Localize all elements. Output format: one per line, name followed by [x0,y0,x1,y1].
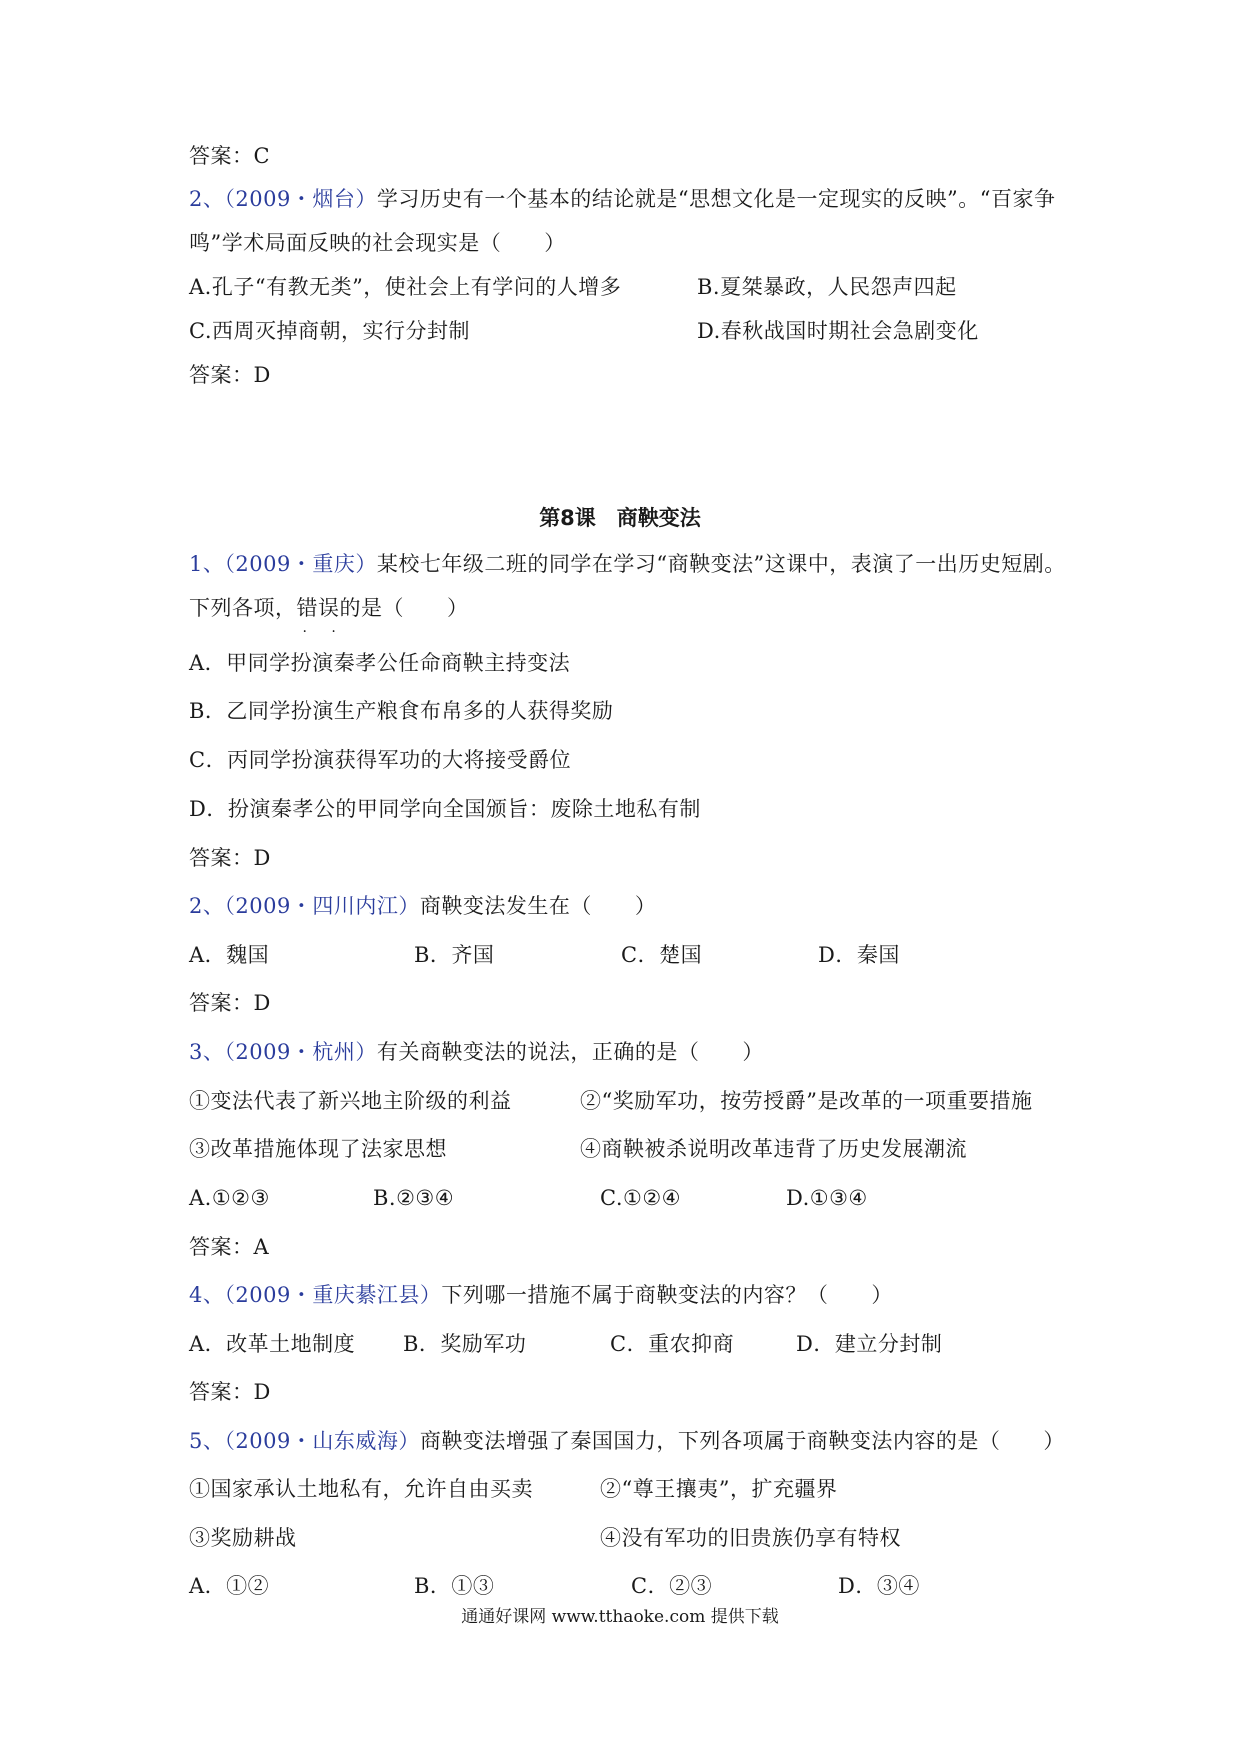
question-text: 学习历史有一个基本的结论就是“思想文化是一定现实的反映”。“百家争 [376,187,1056,211]
q5-option-a: A．①② [189,1574,270,1598]
q5-statement-2: ②“尊王攘夷”，扩充疆界 [600,1477,838,1501]
q5-line [189,1426,1065,1456]
q2-answer: 答案：D [189,991,271,1015]
q5-option-c: C．②③ [631,1574,713,1598]
question-source: （2009・烟台） [224,187,377,211]
q2-option-d: D．秦国 [818,943,900,967]
q2-option-c: C．楚国 [621,943,703,967]
q2-option-b: B．齐国 [414,943,495,967]
question-source: （2009・重庆） [224,552,377,576]
q5-statement-3: ③奖励耕战 [189,1526,297,1550]
page-footer: 通通好课网 www.tthaoke.com 提供下载 [461,1607,779,1627]
q1-option-b: B．乙同学扮演生产粮食布帛多的人获得奖励 [189,699,614,723]
q5-option-d: D．③④ [838,1574,920,1598]
q1-option-a: A．甲同学扮演秦孝公任命商鞅主持变法 [189,651,571,675]
q3-statement-1: ①变法代表了新兴地主阶级的利益 [189,1089,512,1113]
q5-statement-1: ①国家承认土地私有，允许自由买卖 [189,1477,533,1501]
q4-option-b: B．奖励军功 [403,1332,527,1356]
lesson-title: 第8课 商鞅变法 [539,506,701,530]
q1-option-d: D．扮演秦孝公的甲同学向全国颁旨：废除土地私有制 [189,797,701,821]
q4-line [189,1280,893,1310]
q5-statement-4: ④没有军功的旧贵族仍享有特权 [600,1526,901,1550]
q5-option-b: B．①③ [414,1574,495,1598]
q3-option-c: C.①②④ [600,1186,681,1210]
prev-q2-option-c: C.西周灭掉商朝，实行分封制 [189,319,470,343]
q3-option-b: B.②③④ [373,1186,455,1210]
q3-option-d: D.①③④ [786,1186,868,1210]
question-text: 有关商鞅变法的说法，正确的是（ ） [376,1040,764,1064]
q3-statement-3: ③改革措施体现了法家思想 [189,1137,447,1161]
emphasis-word: 错误 · · [297,593,340,623]
q3-answer: 答案：A [189,1235,270,1259]
q3-statement-2: ②“奖励军功，按劳授爵”是改革的一项重要措施 [580,1089,1033,1113]
prev-question-2-cont: 鸣”学术局面反映的社会现实是（ ） [189,231,566,255]
question-text: 商鞅变法发生在（ ） [419,894,657,918]
prev-q2-option-b: B.夏桀暴政，人民怨声四起 [697,275,957,299]
q4-option-c: C．重农抑商 [610,1332,735,1356]
question-source: （2009・重庆綦江县） [224,1283,442,1307]
q1-answer: 答案：D [189,846,271,870]
prev-q2-option-a: A.孔子“有教无类”，使社会上有学问的人增多 [189,275,622,299]
question-source: （2009・山东威海） [224,1429,420,1453]
question-text: 的是（ ） [339,596,469,620]
question-text: 商鞅变法增强了秦国国力，下列各项属于商鞅变法内容的是（ ） [419,1429,1065,1453]
q4-option-a: A．改革土地制度 [189,1332,356,1356]
q1-line-1 [189,549,1066,579]
question-number: 5、 [189,1429,225,1453]
question-number: 1、 [189,552,225,576]
prev-question-2 [189,184,1056,214]
q2-line [189,891,656,921]
question-number: 2、 [189,187,225,211]
prev-q2-option-d: D.春秋战国时期社会急剧变化 [697,319,979,343]
q4-option-d: D．建立分封制 [796,1332,943,1356]
prev-q2-answer: 答案：D [189,363,271,387]
q3-statement-4: ④商鞅被杀说明改革违背了历史发展潮流 [580,1137,967,1161]
q2-option-a: A．魏国 [189,943,270,967]
q3-line [189,1037,764,1067]
q3-option-a: A.①②③ [189,1186,270,1210]
q1-option-c: C．丙同学扮演获得军功的大将接受爵位 [189,748,572,772]
question-source: （2009・杭州） [224,1040,377,1064]
prev-answer-1: 答案：C [189,144,271,168]
question-text: 下列各项， [189,596,297,620]
q4-answer: 答案：D [189,1380,271,1404]
question-number: 2、 [189,894,225,918]
question-number: 4、 [189,1283,225,1307]
question-number: 3、 [189,1040,225,1064]
question-text: 某校七年级二班的同学在学习“商鞅变法”这课中，表演了一出历史短剧。 [376,552,1066,576]
question-text: 下列哪一措施不属于商鞅变法的内容？（ ） [441,1283,893,1307]
q1-line-2 [189,593,469,623]
question-source: （2009・四川内江） [224,894,420,918]
